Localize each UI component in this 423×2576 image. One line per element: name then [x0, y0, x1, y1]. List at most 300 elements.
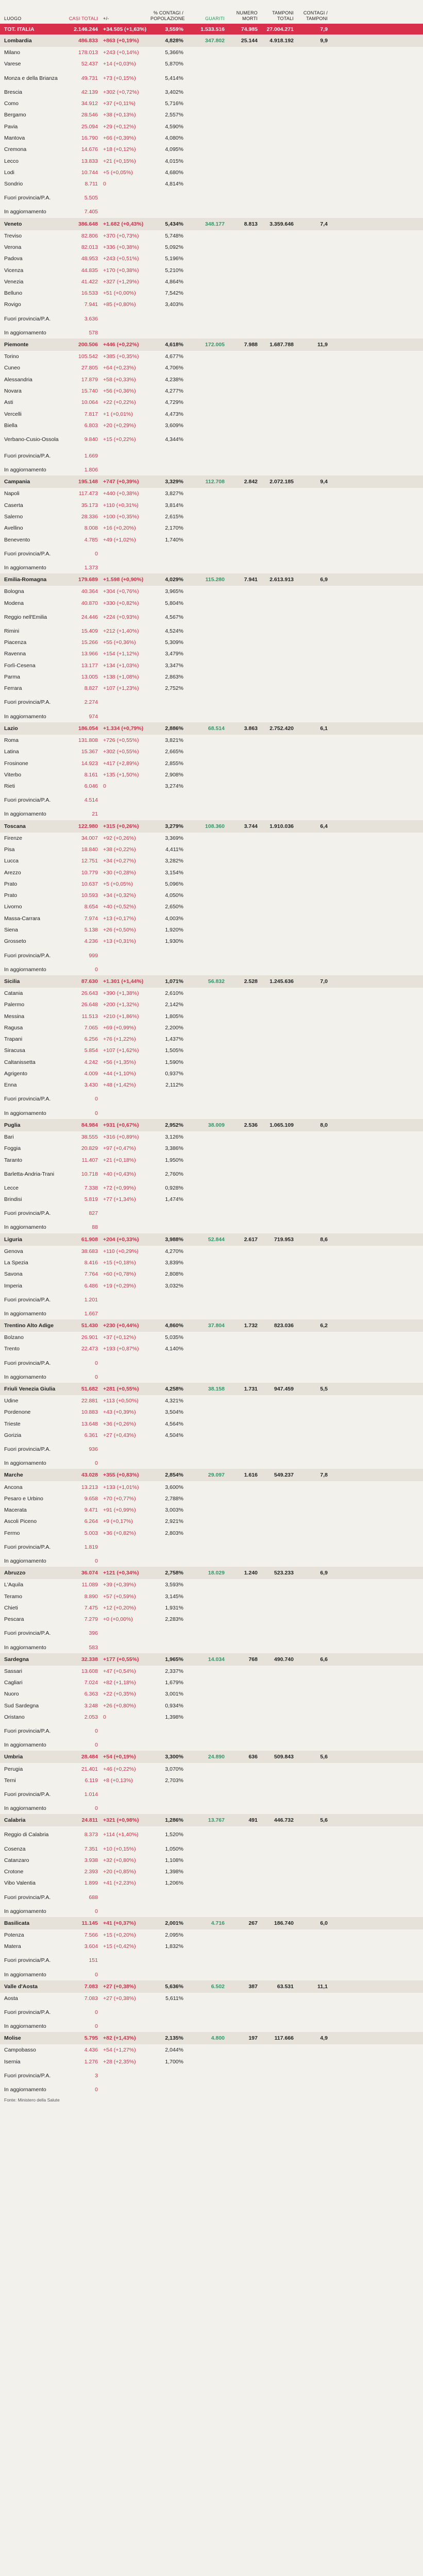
- province-cases: 396: [89, 1630, 98, 1637]
- province-name: Ravenna: [4, 651, 26, 657]
- region-dead: 7.941: [244, 577, 258, 583]
- province-delta: +66 (+0,39%): [103, 134, 136, 141]
- province-delta: 0: [103, 181, 106, 188]
- region-ratio: 7,8: [320, 1472, 328, 1479]
- province-name: Prato: [4, 880, 18, 887]
- header-luogo[interactable]: LUOGO: [4, 16, 22, 21]
- province-name: Alessandria: [4, 376, 32, 383]
- province-name: Fuori provincia/P.A.: [4, 1728, 51, 1735]
- province-row[interactable]: [0, 132, 423, 144]
- province-row[interactable]: [0, 327, 423, 338]
- province-pct: 3,839%: [165, 1260, 183, 1266]
- province-row[interactable]: [0, 2044, 423, 2056]
- province-name: Napoli: [4, 490, 20, 497]
- province-row[interactable]: [0, 47, 423, 58]
- province-row[interactable]: [0, 534, 423, 546]
- table-body: [0, 35, 423, 2095]
- region-row[interactable]: [0, 975, 423, 988]
- province-cases: 0: [95, 2087, 98, 2093]
- province-row[interactable]: [0, 1591, 423, 1602]
- province-row[interactable]: [0, 1528, 423, 1539]
- region-healed: 6.502: [211, 1983, 225, 1990]
- province-delta: +20 (+0,29%): [103, 422, 136, 429]
- region-row[interactable]: [0, 1319, 423, 1332]
- region-tests: 490.740: [274, 1656, 294, 1663]
- province-row[interactable]: [0, 87, 423, 98]
- province-delta: +417 (+2,89%): [103, 760, 139, 767]
- province-row[interactable]: [0, 913, 423, 924]
- province-row[interactable]: [0, 500, 423, 511]
- province-delta: +27 (+0,38%): [103, 1995, 136, 2002]
- province-row[interactable]: [0, 901, 423, 912]
- region-name: Friuli Venezia Giulia: [4, 1385, 56, 1392]
- province-cases: 10.883: [81, 1409, 98, 1416]
- province-delta: +51 (+0,00%): [103, 290, 136, 297]
- province-delta: +304 (+0,76%): [103, 588, 139, 595]
- header-morti[interactable]: NUMERO MORTI: [236, 10, 258, 21]
- header-delta[interactable]: +/-: [103, 16, 109, 21]
- province-row[interactable]: [0, 1906, 423, 1917]
- province-row[interactable]: [0, 757, 423, 769]
- region-ratio: 6,0: [320, 1920, 328, 1926]
- province-row[interactable]: [0, 1929, 423, 1941]
- region-cases: 122.980: [78, 823, 98, 829]
- province-cases: 3.430: [84, 1082, 98, 1089]
- province-row[interactable]: [0, 1855, 423, 1866]
- province-delta: +200 (+1,32%): [103, 1002, 139, 1008]
- province-name: Terni: [4, 1777, 16, 1784]
- region-row[interactable]: [0, 1653, 423, 1666]
- province-row[interactable]: [0, 1889, 423, 1906]
- province-row[interactable]: [0, 1441, 423, 1458]
- province-row[interactable]: [0, 2021, 423, 2032]
- province-row[interactable]: [0, 1292, 423, 1308]
- province-row[interactable]: [0, 351, 423, 362]
- province-row[interactable]: [0, 1430, 423, 1441]
- province-name: Sassari: [4, 1668, 23, 1674]
- province-row[interactable]: [0, 660, 423, 671]
- province-row[interactable]: [0, 58, 423, 70]
- province-name: Piacenza: [4, 639, 27, 646]
- province-row[interactable]: [0, 855, 423, 867]
- province-pct: 4,729%: [165, 399, 183, 406]
- province-delta: +40 (+0,43%): [103, 1171, 136, 1177]
- province-row[interactable]: [0, 746, 423, 757]
- province-row[interactable]: [0, 1143, 423, 1154]
- region-name: Puglia: [4, 1122, 21, 1128]
- province-row[interactable]: [0, 1458, 423, 1469]
- province-name: La Spezia: [4, 1260, 28, 1266]
- province-row[interactable]: [0, 1166, 423, 1182]
- province-pct: 5,414%: [165, 75, 183, 81]
- region-tests: 3.359.646: [269, 221, 294, 227]
- header-guariti[interactable]: GUARITI: [205, 16, 225, 21]
- province-row[interactable]: [0, 781, 423, 792]
- province-row[interactable]: [0, 1941, 423, 1952]
- region-tests: 2.752.420: [269, 725, 294, 732]
- province-delta: +21 (+0,15%): [103, 158, 136, 164]
- province-cases: 82.013: [81, 244, 98, 250]
- province-row[interactable]: [0, 276, 423, 287]
- region-row[interactable]: [0, 1469, 423, 1481]
- region-row[interactable]: [0, 1980, 423, 1993]
- table-row-italia[interactable]: [0, 24, 423, 35]
- region-ratio: 6,2: [320, 1323, 328, 1329]
- province-name: Caserta: [4, 502, 23, 509]
- province-cases: 10.718: [81, 1171, 98, 1177]
- province-delta: +12 (+0,20%): [103, 1604, 136, 1611]
- province-row[interactable]: [0, 878, 423, 890]
- province-name: In aggiornamento: [4, 329, 46, 336]
- province-row[interactable]: [0, 464, 423, 476]
- province-cases: 15.740: [81, 387, 98, 394]
- province-row[interactable]: [0, 1666, 423, 1677]
- region-row[interactable]: [0, 1814, 423, 1826]
- province-pct: 2,610%: [165, 990, 183, 996]
- province-row[interactable]: [0, 1010, 423, 1022]
- province-row[interactable]: [0, 694, 423, 710]
- province-cases: 10.779: [81, 869, 98, 876]
- province-row[interactable]: [0, 121, 423, 132]
- province-row[interactable]: [0, 769, 423, 781]
- province-row[interactable]: [0, 1723, 423, 1739]
- province-row[interactable]: [0, 1614, 423, 1625]
- province-row[interactable]: [0, 2004, 423, 2021]
- province-row[interactable]: [0, 1182, 423, 1194]
- province-row[interactable]: [0, 1555, 423, 1567]
- province-cases: 15.266: [81, 639, 98, 646]
- province-row[interactable]: [0, 311, 423, 327]
- province-row[interactable]: [0, 144, 423, 155]
- province-row[interactable]: [0, 1969, 423, 1980]
- province-name: Cremona: [4, 146, 27, 153]
- province-row[interactable]: [0, 287, 423, 299]
- province-row[interactable]: [0, 867, 423, 878]
- province-row[interactable]: [0, 511, 423, 522]
- province-delta: +85 (+0,80%): [103, 301, 136, 308]
- province-row[interactable]: [0, 546, 423, 562]
- province-row[interactable]: [0, 1786, 423, 1803]
- province-row[interactable]: [0, 70, 423, 87]
- province-row[interactable]: [0, 1355, 423, 1371]
- province-cases: 0: [95, 1805, 98, 1812]
- province-name: Brescia: [4, 89, 23, 95]
- province-pct: 2,095%: [165, 1931, 183, 1938]
- province-pct: 2,337%: [165, 1668, 183, 1674]
- province-cases: 88: [92, 1224, 98, 1231]
- province-row[interactable]: [0, 1641, 423, 1653]
- province-row[interactable]: [0, 1107, 423, 1118]
- province-row[interactable]: [0, 1826, 423, 1843]
- province-row[interactable]: [0, 1068, 423, 1079]
- province-row[interactable]: [0, 597, 423, 608]
- province-row[interactable]: [0, 1091, 423, 1107]
- region-name: Calabria: [4, 1817, 26, 1824]
- province-delta: +56 (+0,36%): [103, 387, 136, 394]
- region-ratio: 4,9: [320, 2035, 328, 2042]
- region-healed: 24.890: [208, 1754, 225, 1760]
- province-name: Prato: [4, 892, 18, 899]
- province-row[interactable]: [0, 999, 423, 1010]
- province-row[interactable]: [0, 1700, 423, 1711]
- province-pct: 2,863%: [165, 674, 183, 681]
- province-pct: 3,347%: [165, 662, 183, 669]
- province-name: Ascoli Piceno: [4, 1518, 37, 1525]
- province-row[interactable]: [0, 924, 423, 936]
- province-row[interactable]: [0, 609, 423, 625]
- region-row[interactable]: [0, 1233, 423, 1246]
- province-row[interactable]: [0, 1602, 423, 1614]
- province-row[interactable]: [0, 206, 423, 217]
- province-row[interactable]: [0, 1677, 423, 1688]
- province-row[interactable]: [0, 385, 423, 397]
- province-row[interactable]: [0, 586, 423, 597]
- province-name: In aggiornamento: [4, 1310, 46, 1317]
- region-healed: 38.009: [208, 1122, 225, 1128]
- province-row[interactable]: [0, 420, 423, 431]
- region-row[interactable]: [0, 820, 423, 833]
- province-row[interactable]: [0, 299, 423, 310]
- province-row[interactable]: [0, 1395, 423, 1406]
- province-row[interactable]: [0, 792, 423, 808]
- province-name: In aggiornamento: [4, 1374, 46, 1380]
- province-row[interactable]: [0, 1688, 423, 1700]
- province-delta: +82 (+1,18%): [103, 1680, 136, 1686]
- province-row[interactable]: [0, 1866, 423, 1877]
- province-pct: 5,092%: [165, 244, 183, 250]
- province-row[interactable]: [0, 1033, 423, 1045]
- region-row[interactable]: [0, 35, 423, 47]
- region-dead: 2.536: [244, 1122, 258, 1128]
- province-delta: +26 (+0,80%): [103, 1702, 136, 1709]
- province-row[interactable]: [0, 1371, 423, 1383]
- region-name: Trentino Alto Adige: [4, 1323, 54, 1329]
- province-row[interactable]: [0, 890, 423, 901]
- province-name: In aggiornamento: [4, 1805, 46, 1812]
- province-cases: 15.409: [81, 628, 98, 634]
- province-name: Monza e della Brianza: [4, 75, 58, 81]
- province-row[interactable]: [0, 1711, 423, 1723]
- province-row[interactable]: [0, 562, 423, 573]
- province-row[interactable]: [0, 522, 423, 534]
- province-delta: +34 (+0,32%): [103, 892, 136, 899]
- province-row[interactable]: [0, 964, 423, 975]
- province-row[interactable]: [0, 1763, 423, 1774]
- province-cases: 8.008: [84, 525, 98, 532]
- province-row[interactable]: [0, 230, 423, 242]
- province-name: Fermo: [4, 1530, 20, 1536]
- header-casi[interactable]: CASI TOTALI: [69, 16, 98, 21]
- province-row[interactable]: [0, 1079, 423, 1091]
- province-row[interactable]: [0, 1194, 423, 1205]
- region-healed: 14.034: [208, 1656, 225, 1663]
- province-cases: 4.514: [84, 797, 98, 804]
- region-row[interactable]: [0, 1751, 423, 1763]
- province-row[interactable]: [0, 1481, 423, 1493]
- province-row[interactable]: [0, 1843, 423, 1854]
- province-name: Fuori provincia/P.A.: [4, 2072, 51, 2079]
- province-name: Fuori provincia/P.A.: [4, 699, 51, 706]
- province-row[interactable]: [0, 1952, 423, 1969]
- province-row[interactable]: [0, 1504, 423, 1516]
- province-row[interactable]: [0, 1205, 423, 1222]
- province-row[interactable]: [0, 637, 423, 648]
- province-row[interactable]: [0, 264, 423, 276]
- region-row[interactable]: [0, 1917, 423, 1929]
- province-row[interactable]: [0, 408, 423, 419]
- region-row[interactable]: [0, 1119, 423, 1131]
- province-delta: +138 (+1,08%): [103, 674, 139, 681]
- province-cases: 40.364: [81, 588, 98, 595]
- province-row[interactable]: [0, 1993, 423, 2004]
- province-row[interactable]: [0, 1739, 423, 1751]
- region-row[interactable]: [0, 573, 423, 586]
- province-row[interactable]: [0, 98, 423, 109]
- province-row[interactable]: [0, 947, 423, 964]
- province-row[interactable]: [0, 1803, 423, 1814]
- province-row[interactable]: [0, 190, 423, 206]
- province-row[interactable]: [0, 2056, 423, 2067]
- province-delta: +15 (+0,22%): [103, 436, 136, 443]
- region-row[interactable]: [0, 338, 423, 351]
- province-row[interactable]: [0, 1579, 423, 1590]
- province-row[interactable]: [0, 253, 423, 264]
- province-row[interactable]: [0, 242, 423, 253]
- region-row[interactable]: [0, 2032, 423, 2044]
- province-pct: 5,366%: [165, 49, 183, 56]
- province-cases: 10.593: [81, 892, 98, 899]
- province-row[interactable]: [0, 648, 423, 659]
- header-contagi-tamponi[interactable]: CONTAGI / TAMPONI: [303, 10, 328, 21]
- province-row[interactable]: [0, 431, 423, 448]
- province-row[interactable]: [0, 1516, 423, 1527]
- province-cases: 8.890: [84, 1593, 98, 1600]
- region-cases: 36.074: [81, 1570, 98, 1577]
- province-row[interactable]: [0, 374, 423, 385]
- province-row[interactable]: [0, 1877, 423, 1889]
- province-row[interactable]: [0, 1625, 423, 1641]
- province-pct: 5,096%: [165, 880, 183, 887]
- province-name: Ragusa: [4, 1024, 23, 1031]
- region-name: Sardegna: [4, 1656, 29, 1663]
- province-delta: +64 (+0,23%): [103, 365, 136, 371]
- province-row[interactable]: [0, 178, 423, 190]
- region-ratio: 9,9: [320, 38, 328, 44]
- province-row[interactable]: [0, 1045, 423, 1056]
- province-row[interactable]: [0, 448, 423, 464]
- province-row[interactable]: [0, 936, 423, 947]
- province-row[interactable]: [0, 109, 423, 121]
- province-row[interactable]: [0, 844, 423, 855]
- province-row[interactable]: [0, 1343, 423, 1354]
- province-pct: 1,920%: [165, 927, 183, 934]
- header-tamponi[interactable]: TAMPONI TOTALI: [272, 10, 294, 21]
- province-row[interactable]: [0, 808, 423, 820]
- region-cases: 186.054: [78, 725, 98, 732]
- province-row[interactable]: [0, 710, 423, 722]
- province-row[interactable]: [0, 1257, 423, 1268]
- region-tests: 1.245.636: [269, 978, 294, 985]
- province-name: In aggiornamento: [4, 966, 46, 973]
- province-pct: 1,398%: [165, 1869, 183, 1875]
- province-delta: +100 (+0,35%): [103, 514, 139, 520]
- province-row[interactable]: [0, 1539, 423, 1555]
- province-name: Brindisi: [4, 1196, 22, 1203]
- province-row[interactable]: [0, 1280, 423, 1291]
- province-row[interactable]: [0, 833, 423, 844]
- province-cases: 0: [95, 2009, 98, 2016]
- province-cases: 10.637: [81, 880, 98, 887]
- province-name: Siracusa: [4, 1047, 25, 1054]
- province-row[interactable]: [0, 988, 423, 999]
- region-row[interactable]: [0, 218, 423, 230]
- province-row[interactable]: [0, 2067, 423, 2084]
- province-row[interactable]: [0, 1268, 423, 1280]
- region-pct: 3,988%: [165, 1236, 183, 1243]
- region-cases: 84.984: [81, 1122, 98, 1128]
- province-row[interactable]: [0, 1308, 423, 1319]
- province-delta: +14 (+0,03%): [103, 61, 136, 67]
- province-delta: +107 (+1,62%): [103, 1047, 139, 1054]
- province-delta: +5 (+0,05%): [103, 169, 133, 176]
- province-name: Macerata: [4, 1507, 27, 1514]
- header-pct[interactable]: % CONTAGI / POPOLAZIONE: [150, 10, 185, 21]
- province-row[interactable]: [0, 1057, 423, 1068]
- province-row[interactable]: [0, 155, 423, 166]
- province-delta: +36 (+0,82%): [103, 1530, 136, 1536]
- province-row[interactable]: [0, 1406, 423, 1418]
- region-tests: 2.072.185: [269, 479, 294, 485]
- region-delta: +931 (+0,67%): [103, 1122, 139, 1128]
- province-row[interactable]: [0, 671, 423, 683]
- province-cases: 3.636: [84, 315, 98, 322]
- region-healed: 4.800: [211, 2035, 225, 2042]
- province-delta: +110 (+0,31%): [103, 502, 139, 509]
- province-cases: 14.676: [81, 146, 98, 153]
- province-row[interactable]: [0, 1154, 423, 1165]
- province-delta: +44 (+1,10%): [103, 1071, 136, 1077]
- region-row[interactable]: [0, 476, 423, 488]
- province-row[interactable]: [0, 362, 423, 374]
- province-row[interactable]: [0, 683, 423, 694]
- province-row[interactable]: [0, 397, 423, 408]
- region-row[interactable]: [0, 722, 423, 735]
- region-ratio: 11,1: [317, 1983, 328, 1990]
- province-pct: 2,788%: [165, 1495, 183, 1502]
- province-row[interactable]: [0, 1332, 423, 1343]
- province-row[interactable]: [0, 1131, 423, 1143]
- province-pct: 3,504%: [165, 1409, 183, 1416]
- province-row[interactable]: [0, 488, 423, 499]
- province-row[interactable]: [0, 1022, 423, 1033]
- province-row[interactable]: [0, 1222, 423, 1233]
- province-pct: 0,928%: [165, 1184, 183, 1191]
- region-healed: 38.158: [208, 1385, 225, 1392]
- region-row[interactable]: [0, 1567, 423, 1579]
- province-row[interactable]: [0, 1493, 423, 1504]
- province-row[interactable]: [0, 625, 423, 637]
- province-delta: +22 (+0,22%): [103, 399, 136, 406]
- province-row[interactable]: [0, 735, 423, 746]
- province-row[interactable]: [0, 1418, 423, 1430]
- province-row[interactable]: [0, 167, 423, 178]
- region-row[interactable]: [0, 1383, 423, 1395]
- province-name: Agrigento: [4, 1071, 27, 1077]
- province-row[interactable]: [0, 1775, 423, 1786]
- province-row[interactable]: [0, 2084, 423, 2095]
- province-row[interactable]: [0, 1246, 423, 1257]
- region-cases: 61.908: [81, 1236, 98, 1243]
